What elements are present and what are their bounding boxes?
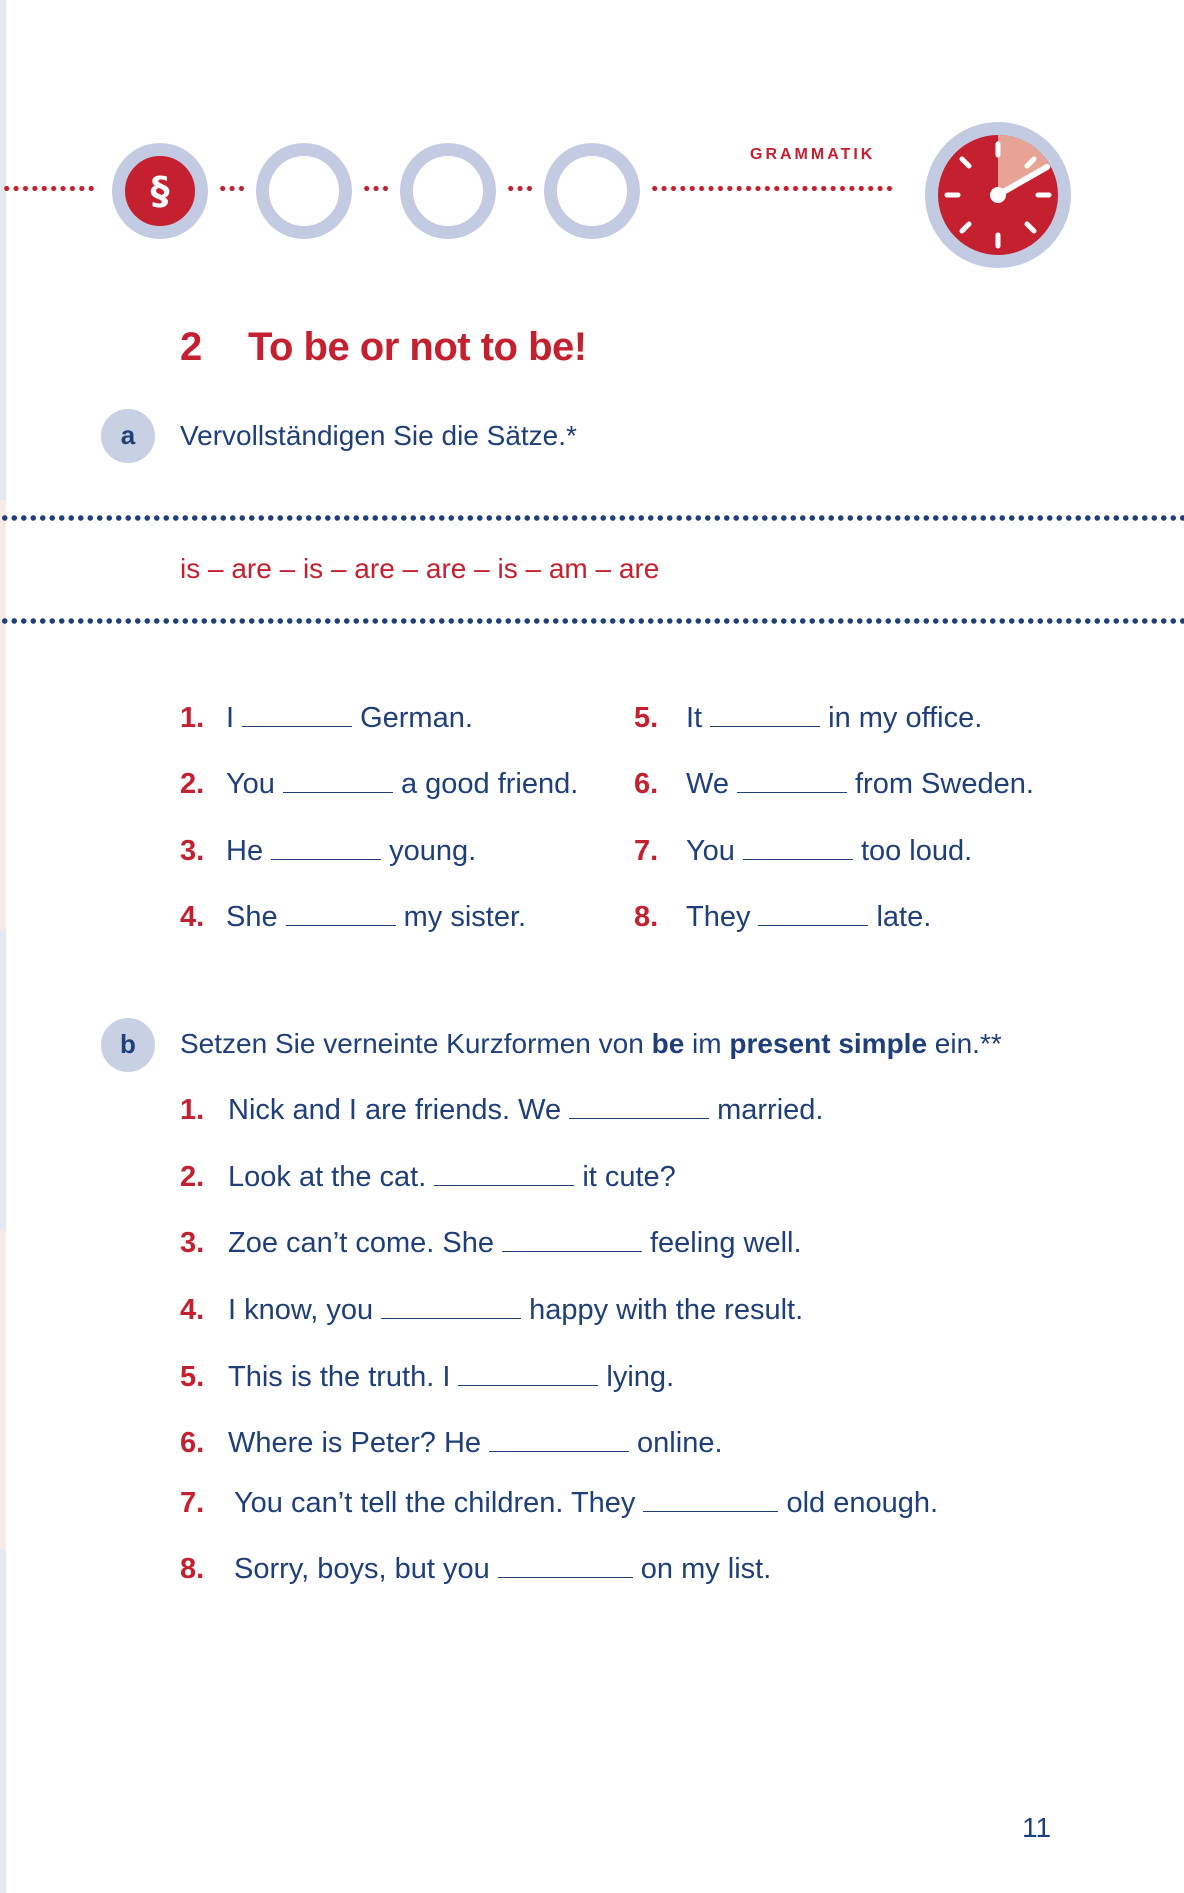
item-text-after: late. (876, 901, 932, 933)
item-text-before: You can’t tell the children. They (234, 1487, 636, 1519)
part-a-instruction: Vervollständigen Sie die Sätze.* (180, 420, 577, 451)
exercise-number: 2 (180, 325, 203, 369)
item-text-after: old enough. (786, 1487, 939, 1519)
item-text-before: You (226, 768, 275, 800)
item-text-before: He (226, 835, 264, 867)
item-text-after: online. (637, 1427, 723, 1459)
item-number: 3. (180, 1227, 205, 1259)
answer-blank[interactable] (569, 1094, 709, 1119)
item-text-after: feeling well. (649, 1227, 802, 1259)
exercise-title: To be or not to be! (248, 325, 587, 369)
item-text-after: from Sweden. (854, 768, 1034, 800)
part-b-instruction (180, 1028, 1002, 1060)
list-item (634, 835, 972, 868)
item-text-before: Sorry, boys, but you (234, 1553, 490, 1585)
item-text-before: They (686, 901, 751, 933)
list-item (180, 901, 526, 934)
item-number: 6. (180, 1427, 205, 1459)
list-item (180, 1553, 771, 1586)
progress-dots (218, 185, 244, 192)
instruction-text: ein.** (927, 1028, 1002, 1059)
item-text-after: happy with the result. (529, 1294, 804, 1326)
step-ring (256, 143, 352, 239)
instruction-keyword: be (651, 1028, 685, 1059)
section-label: GRAMMATIK (750, 146, 876, 163)
item-number: 1. (180, 702, 205, 734)
answer-blank[interactable] (710, 702, 820, 727)
list-item (180, 702, 473, 735)
item-text-after: in my office. (828, 702, 983, 734)
list-item (180, 1161, 676, 1194)
answer-blank[interactable] (286, 901, 396, 926)
item-text-after: my sister. (403, 901, 527, 933)
answer-blank[interactable] (242, 702, 352, 727)
item-text-after: it cute? (582, 1161, 676, 1193)
item-text-before: This is the truth. I (228, 1361, 451, 1393)
instruction-text: Setzen Sie verneinte Kurzformen von (180, 1028, 652, 1059)
item-number: 5. (634, 702, 659, 734)
item-text-before: We (686, 768, 729, 800)
answer-blank[interactable] (381, 1294, 521, 1319)
progress-dots (362, 185, 388, 192)
page-edge-segment (0, 1230, 6, 1550)
page-edge (0, 0, 6, 1893)
answer-blank[interactable] (283, 768, 393, 793)
part-b-badge: b (101, 1018, 155, 1072)
page-number: 11 (1022, 1812, 1052, 1843)
list-item (180, 1094, 823, 1127)
list-item (180, 1227, 802, 1260)
item-text-after: a good friend. (400, 768, 579, 800)
answer-blank[interactable] (458, 1361, 598, 1386)
item-text-before: She (226, 901, 278, 933)
list-item (180, 1361, 674, 1394)
step-ring (544, 143, 640, 239)
item-number: 2. (180, 1161, 205, 1193)
list-item (180, 835, 476, 868)
part-a-badge: a (101, 409, 155, 463)
list-item (180, 768, 578, 801)
item-text-before: It (686, 702, 703, 734)
answer-blank[interactable] (434, 1161, 574, 1186)
item-text-after: married. (717, 1094, 824, 1126)
answer-blank[interactable] (737, 768, 847, 793)
item-text-before: Look at the cat. (228, 1161, 427, 1193)
item-text-after: lying. (606, 1361, 675, 1393)
item-number: 8. (634, 901, 659, 933)
progress-dots (2, 185, 98, 192)
step-ring (400, 143, 496, 239)
item-text-after: German. (360, 702, 473, 734)
page-edge-segment (0, 500, 6, 930)
item-number: 4. (180, 1294, 205, 1326)
answer-blank[interactable] (498, 1553, 633, 1578)
item-number: 5. (180, 1361, 205, 1393)
item-number: 8. (180, 1553, 205, 1585)
item-text-before: I know, you (228, 1294, 374, 1326)
list-item (180, 1294, 803, 1327)
instruction-text: im (684, 1028, 730, 1059)
answer-blank[interactable] (502, 1227, 642, 1252)
answer-blank[interactable] (643, 1487, 778, 1512)
progress-dots (650, 185, 896, 192)
item-text-before: Zoe can’t come. She (228, 1227, 494, 1259)
item-text-before: Where is Peter? He (228, 1427, 482, 1459)
answer-blank[interactable] (743, 835, 853, 860)
item-text-before: You (686, 835, 735, 867)
item-number: 7. (634, 835, 659, 867)
list-item (634, 768, 1034, 801)
item-number: 3. (180, 835, 205, 867)
list-item (180, 1427, 723, 1460)
answer-blank[interactable] (271, 835, 381, 860)
item-number: 4. (180, 901, 205, 933)
item-number: 7. (180, 1487, 205, 1519)
instruction-keyword: present simple (729, 1028, 928, 1059)
paragraph-icon: § (150, 169, 170, 213)
answer-blank[interactable] (489, 1427, 629, 1452)
word-bank: is – are – is – are – are – is – am – are (180, 553, 660, 584)
list-item (180, 1487, 938, 1520)
item-text-before: Nick and I are friends. We (228, 1094, 562, 1126)
item-number: 2. (180, 768, 205, 800)
step-ring-active (112, 143, 208, 239)
answer-blank[interactable] (758, 901, 868, 926)
item-text-after: too loud. (860, 835, 973, 867)
item-number: 1. (180, 1094, 205, 1126)
item-text-after: young. (389, 835, 477, 867)
word-bank-border-top (0, 514, 1184, 522)
progress-dots (506, 185, 532, 192)
word-bank-border-bottom (0, 617, 1184, 625)
item-number: 6. (634, 768, 659, 800)
item-text-after: on my list. (640, 1553, 772, 1585)
list-item (634, 702, 982, 735)
item-text-before: I (226, 702, 235, 734)
list-item (634, 901, 931, 934)
stopwatch-icon (925, 122, 1071, 268)
